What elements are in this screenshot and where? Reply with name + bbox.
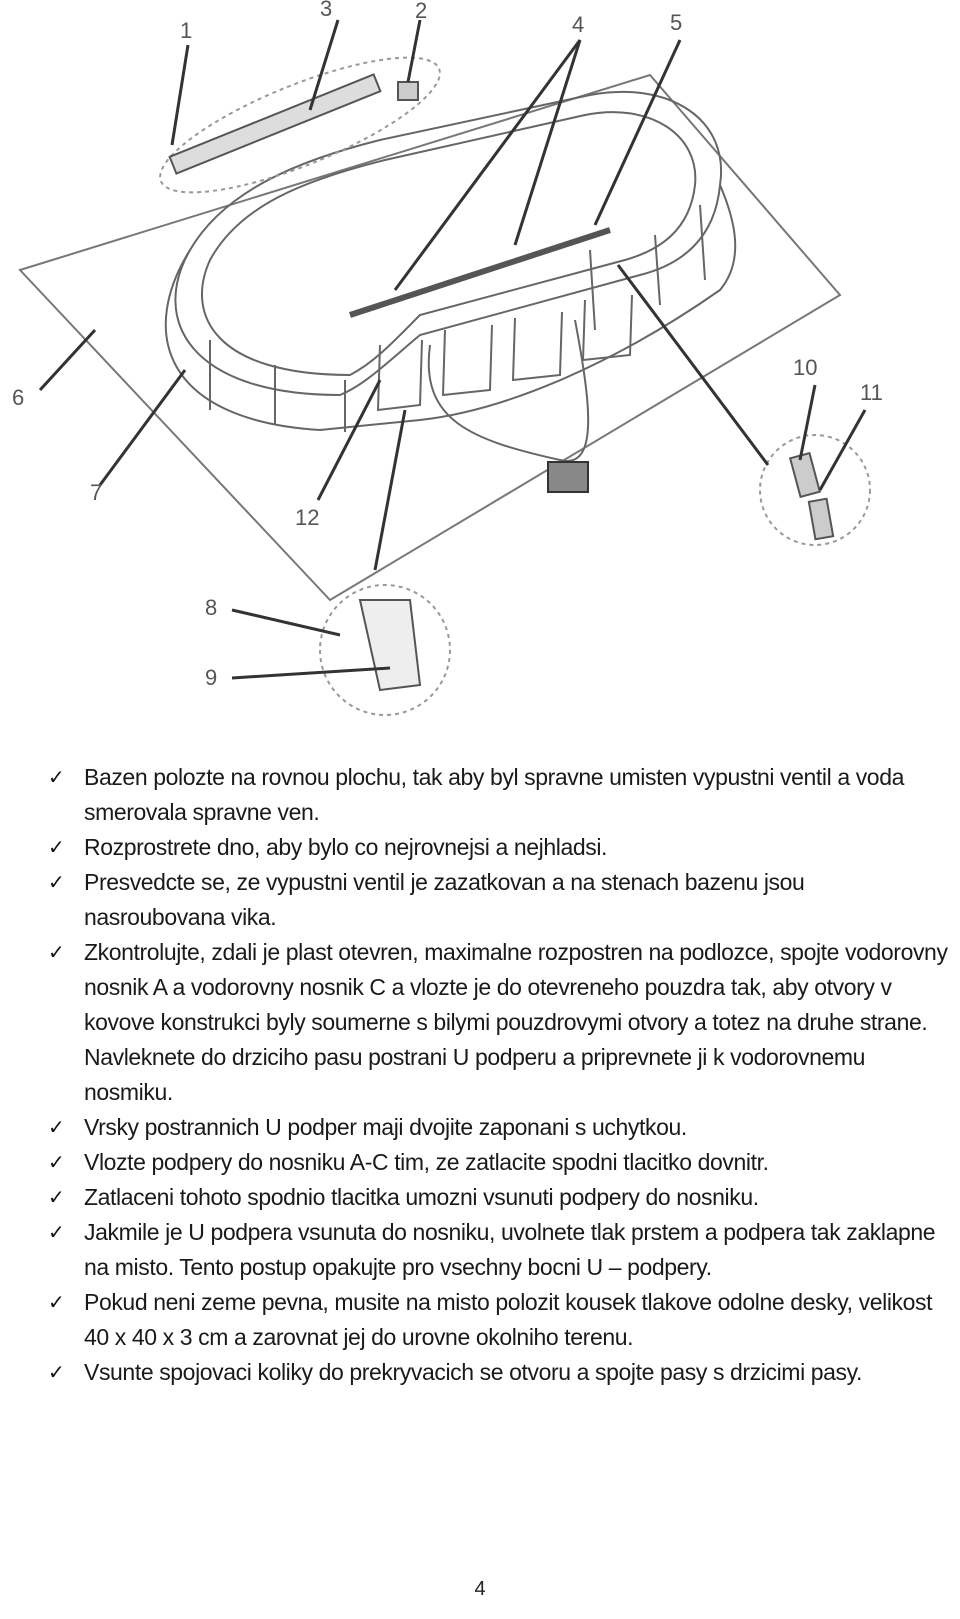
callout-1: 1	[180, 18, 193, 43]
checkmark-icon: ✓	[48, 1150, 65, 1174]
callout-6: 6	[12, 385, 25, 410]
checkmark-icon: ✓	[48, 870, 65, 894]
list-item-text: Zkontrolujte, zdali je plast otevren, maximalne rozpostren na podlozce, spojte vodorovny nosnik A a vodorovny nosnik C a vlozte je do otevreneho pouzdra tak, aby otvory v kovove konstrukci byly soumerne s bilymi pouzdrovymi otvory a totez na druhe strane. Navleknete do drziciho pasu postrani U podperu a priprevnete ji k vodorovnemu nosmiku.	[84, 939, 948, 1105]
instruction-list	[48, 760, 948, 1390]
page-number: 4	[474, 1578, 486, 1600]
checkmark-icon: ✓	[48, 835, 65, 859]
checkmark-icon: ✓	[48, 1290, 65, 1314]
callout-5: 5	[670, 10, 683, 35]
list-item	[48, 1145, 948, 1180]
list-item-text: Pokud neni zeme pevna, musite na misto polozit kousek tlakove odolne desky, velikost 40 x 40 x 3 cm a zarovnat jej do urovne okolniho terenu.	[84, 1289, 933, 1350]
list-item-text: Zatlaceni tohoto spodnio tlacitka umozni vsunuti podpery do nosniku.	[84, 1184, 759, 1210]
list-item	[48, 935, 948, 1110]
list-item	[48, 1110, 948, 1145]
list-item	[48, 865, 948, 935]
list-item	[48, 1215, 948, 1285]
callout-4: 4	[572, 12, 585, 37]
callout-10: 10	[793, 355, 818, 380]
checkmark-icon: ✓	[48, 1220, 65, 1244]
callout-12: 12	[295, 505, 320, 530]
callout-8: 8	[205, 595, 218, 620]
list-item	[48, 760, 948, 830]
list-item	[48, 1285, 948, 1355]
checkmark-icon: ✓	[48, 1185, 65, 1209]
horizontal-beams	[350, 230, 610, 315]
list-item-text: Vsunte spojovaci koliky do prekryvacich se otvoru a spojte pasy s drzicimi pasy.	[84, 1359, 863, 1385]
checkmark-icon: ✓	[48, 765, 65, 789]
hose	[429, 320, 588, 461]
list-item-text: Vlozte podpery do nosniku A-C tim, ze zatlacite spodni tlacitko dovnitr.	[84, 1149, 769, 1175]
callout-3: 3	[320, 0, 333, 21]
pool-assembly-diagram	[0, 0, 960, 740]
list-item-text: Rozprostrete dno, aby bylo co nejrovnejsi a nejhladsi.	[84, 834, 608, 860]
pump	[548, 462, 588, 492]
list-item	[48, 1180, 948, 1215]
list-item	[48, 830, 948, 865]
callout-11: 11	[860, 380, 883, 405]
checkmark-icon: ✓	[48, 940, 65, 964]
list-item	[48, 1355, 948, 1390]
callout-7: 7	[90, 480, 103, 505]
list-item-text: Vrsky postrannich U podper maji dvojite zaponani s uchytkou.	[84, 1114, 687, 1140]
ground-sheet	[20, 75, 840, 600]
callout-9: 9	[205, 665, 218, 690]
list-item-text: Bazen polozte na rovnou plochu, tak aby byl spravne umisten vypustni ventil a voda smerovala spravne ven.	[84, 764, 904, 825]
checkmark-icon: ✓	[48, 1360, 65, 1384]
list-item-text: Presvedcte se, ze vypustni ventil je zazatkovan a na stenach bazenu jsou nasroubovana vika.	[84, 869, 805, 930]
list-item-text: Jakmile je U podpera vsunuta do nosniku, uvolnete tlak prstem a podpera tak zaklapne na misto. Tento postup opakujte pro vsechny bocni U – podpery.	[84, 1219, 936, 1280]
checkmark-icon: ✓	[48, 1115, 65, 1139]
callout-2: 2	[415, 0, 428, 23]
